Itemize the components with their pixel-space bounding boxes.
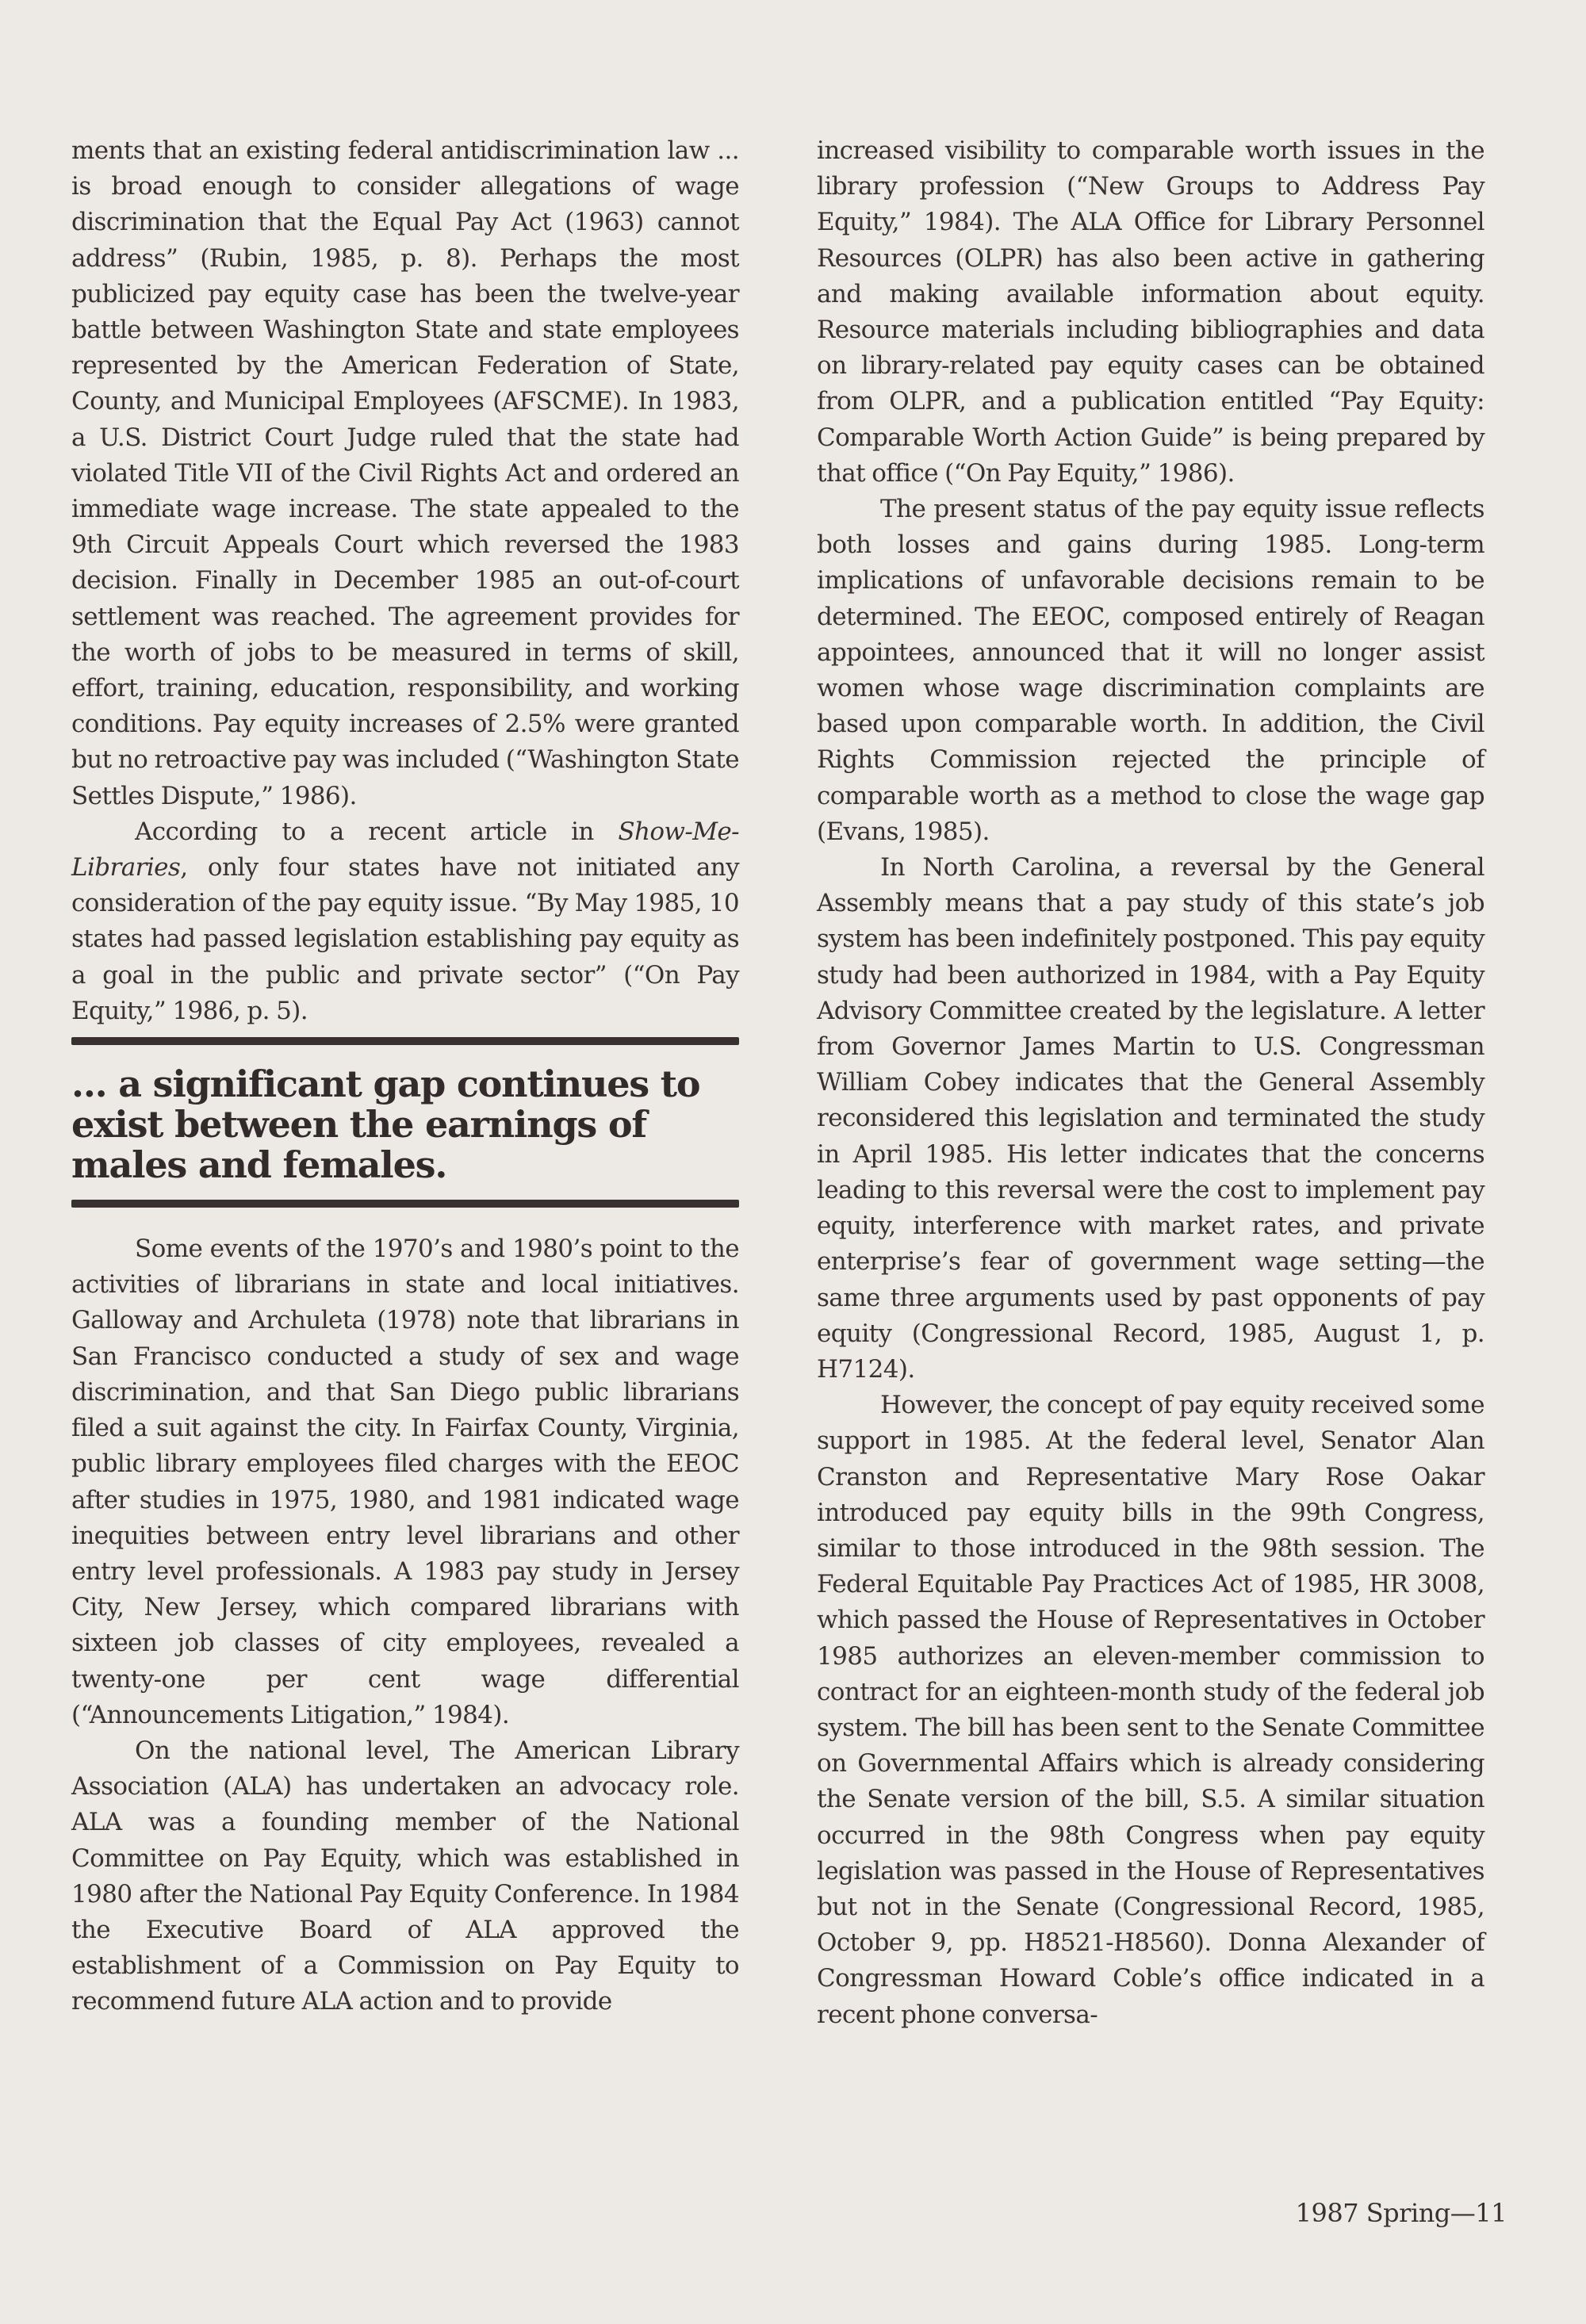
body-paragraph: Some events of the 1970’s and 1980’s point to the activities of librarians in state and local initiatives. Galloway and Archuleta (1978) note that librarians in San Francisco conducted a study of sex and wage discrimination, and that San Diego public librarians filed a suit against the city. In Fairfax County, Virginia, public library employees filed charges with the EEOC after studies in 1975, 1980, and 1981 indicated wage inequities between entry level librarians and other entry level professionals. A 1983 pay study in Jersey City, New Jersey, which compared librarians with sixteen job classes of city employees, revealed a twenty-one per cent wage differential (“Announcements Litigation,” 1984).: [71, 1235, 739, 1729]
paragraph-text: According to a recent article in: [135, 817, 619, 846]
body-paragraph: The present status of the pay equity issue reflects both losses and gains during 1985. Long-term implications of unfavorable decisions remain to be determined. The EEOC, composed entirely of Reagan appointees, announced that it will no longer assist women whose wage discrimination complaints are based upon comparable worth. In addition, the Civil Rights Commission rejected the principle of comparable worth as a method to close the wage gap (Evans, 1985).: [817, 495, 1484, 846]
paragraph-text: , only four states have not initiated any consideration of the pay equity issue. “By May 1985, 10 states had passed legislation establishing pay equity as a goal in the public and private sector” (“On Pay Equity,” 1986, p. 5).: [71, 853, 739, 1025]
body-paragraph: In North Carolina, a reversal by the General Assembly means that a pay study of this state’s job system has been indefinitely postponed. This pay equity study had been authorized in 1984, with a Pay Equity Advisory Committee created by the legislature. A letter from Governor James Martin to U.S. Congressman William Cobey indicates that the General Assembly reconsidered this legislation and terminated the study in April 1985. His letter indicates that the concerns leading to this reversal were the cost to implement pay equity, interference with market rates, and private enterprise’s fear of government wage setting—the same three arguments used by past opponents of pay equity (Congressional Record, 1985, August 1, p. H7124).: [817, 853, 1484, 1384]
publication-title: Show-Me-Libraries: [71, 817, 739, 883]
body-paragraph: [71, 814, 739, 1029]
body-paragraph: On the national level, The American Library Association (ALA) has undertaken an advocacy role. ALA was a founding member of the National Committee on Pay Equity, which was established in 1980 after the National Pay Equity Conference. In 1984 the Executive Board of ALA approved the establishment of a Commission on Pay Equity to recommend future ALA action and to provide: [71, 1736, 739, 2016]
left-column: [71, 133, 739, 2020]
right-column: [817, 133, 1484, 2033]
pull-quote: [71, 1037, 739, 1208]
body-paragraph: However, the concept of pay equity received some support in 1985. At the federal level, Senator Alan Cranston and Representative Mary Rose Oakar introduced pay equity bills in the 99th Congress, similar to those introduced in the 98th session. The Federal Equitable Pay Practices Act of 1985, HR 3008, which passed the House of Representatives in October 1985 authorizes an eleven-member commission to contract for an eighteen-month study of the federal job system. The bill has been sent to the Senate Committee on Governmental Affairs which is already considering the Senate version of the bill, S.5. A similar situation occurred in the 98th Congress when pay equity legislation was passed in the House of Representatives but not in the Senate (Congressional Record, 1985, October 9, pp. H8521-H8560). Donna Alexander of Congressman Howard Coble’s office indicated in a recent phone conversa-: [817, 1391, 1484, 2029]
pull-quote-top-rule: [71, 1037, 739, 1045]
left-column-continued: [71, 1231, 739, 2020]
body-paragraph: ments that an existing federal antidiscrimination law ... is broad enough to consider allegations of wage discrimination that the Equal Pay Act (1963) cannot address” (Rubin, 1985, p. 8). Perhaps the most publicized pay equity case has been the twelve-year battle between Washington State and state employees represented by the American Federation of State, County, and Municipal Employees (AFSCME). In 1983, a U.S. District Court Judge ruled that the state had violated Title VII of the Civil Rights Act and ordered an immediate wage increase. The state appealed to the 9th Circuit Appeals Court which reversed the 1983 decision. Finally in December 1985 an out-of-court settlement was reached. The agreement provides for the worth of jobs to be measured in terms of skill, effort, training, education, responsibility, and working conditions. Pay equity increases of 2.5% were granted but no retroactive pay was included (“Washington State Settles Dispute,” 1986).: [71, 136, 739, 810]
pull-quote-bottom-rule: [71, 1200, 739, 1208]
pull-quote-text: ... a significant gap continues to exist between the earnings of males and females.: [71, 1062, 700, 1187]
body-paragraph: increased visibility to comparable worth issues in the library profession (“New Groups to Address Pay Equity,” 1984). The ALA Office for Library Personnel Resources (OLPR) has also been active in gathering and making available information about equity. Resource materials including bibliographies and data on library-related pay equity cases can be obtained from OLPR, and a publication entitled “Pay Equity: Comparable Worth Action Guide” is being prepared by that office (“On Pay Equity,” 1986).: [817, 136, 1484, 488]
page-folio: 1987 Spring—11: [1295, 2198, 1507, 2228]
